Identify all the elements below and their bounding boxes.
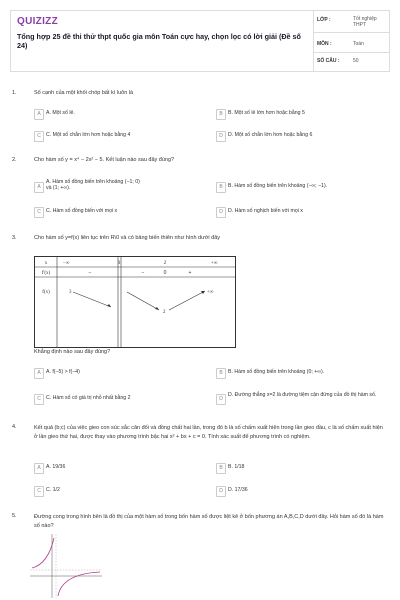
option-letter: C — [34, 207, 44, 218]
curve-left-branch — [32, 538, 54, 568]
table-fprime-label: f'(x) — [41, 271, 51, 276]
variation-table-graphic — [35, 257, 235, 347]
option-letter: C — [34, 486, 44, 497]
option-text: D. Đường thẳng x=2 là đường tiệm cận đứng của đồ thị hàm số. — [228, 392, 377, 398]
option-text: C. Hàm số đồng biến với mọi x — [46, 208, 118, 214]
arrowhead — [155, 307, 159, 310]
option-letter: A — [34, 463, 44, 474]
table-f-value-2: 2 — [163, 310, 166, 315]
option-text: A. Hàm số đồng biến trên khoảng (−1; 0) và (1; +∞). — [46, 179, 140, 191]
option-letter: D — [216, 207, 226, 218]
variation-table — [34, 256, 236, 348]
function-graph — [30, 534, 102, 598]
option-letter: B — [216, 463, 226, 474]
header-rule — [314, 52, 390, 53]
option-letter: D — [216, 394, 226, 405]
option-letter: C — [34, 394, 44, 405]
question-text: Cho hàm số y = x⁴ − 2x² − 5. Kết luận nào sau đây đúng? — [34, 157, 175, 163]
table-x-label: x — [44, 261, 48, 266]
option-text: B. 1/18 — [228, 464, 245, 470]
option-letter: C — [34, 131, 44, 142]
table-f-value-pos-inf: +∞ — [207, 290, 214, 295]
table-fprime-sign-1: − — [88, 270, 92, 276]
question-number: 3. — [12, 235, 17, 241]
option-letter: B — [216, 182, 226, 193]
socau-label: SỐ CÂU : — [317, 58, 340, 64]
table-f-value-3: 3 — [69, 290, 72, 295]
option-text: A. Một số lẻ. — [46, 110, 75, 116]
lop-value: Tốt nghiệp THPT — [353, 16, 377, 28]
question-number: 2. — [12, 157, 17, 163]
arrow-increasing — [169, 291, 205, 310]
option-text: B. Hàm số đồng biến trên khoảng (−∞; −1). — [228, 183, 328, 189]
header-divider — [313, 11, 314, 71]
mon-value: Toán — [353, 41, 364, 47]
sub-question-text: Khẳng định nào sau đây đúng? — [34, 349, 111, 355]
option-text: D. Một số chẵn lớn hơn hoặc bằng 6 — [228, 132, 313, 138]
table-x-two: 2 — [163, 261, 167, 266]
socau-value: 50 — [353, 58, 359, 64]
table-fprime-sign-3: + — [188, 270, 192, 276]
option-letter: B — [216, 368, 226, 379]
option-text: C. 1/2 — [46, 487, 60, 493]
question-text: Cho hàm số y=f(x) liên tục trên R\0 và có bảng biến thiên như hình dưới đây — [34, 235, 221, 241]
option-text: C. Một số chẵn lớn hơn hoặc bằng 4 — [46, 132, 131, 138]
worksheet-title: Tổng hợp 25 đề thi thử thpt quốc gia môn Toán cực hay, chọn lọc có lời giải (Đề số 24) — [17, 32, 301, 50]
table-fprime-sign-2: − — [141, 270, 145, 276]
option-text: C. Hàm số có giá trị nhỏ nhất bằng 2 — [46, 395, 131, 401]
option-letter: A — [34, 182, 44, 193]
curve-right-branch — [58, 572, 100, 596]
question-number: 1. — [12, 90, 17, 96]
table-x-zero: 0 — [117, 261, 121, 266]
question-text: Kết quả (b;c) của việc gieo con súc sắc cân đối và đồng chất hai lần, trong đó b là số chấm xuất hiện trong lần gieo đầu, c là số chấm xuất hiện ở lần gieo thứ hai, được thay vào phương trình bậc hai x² + bx + c = 0. Tính xác suất để phương trình có nghiệm. — [34, 425, 383, 440]
option-text: B. Một số lẻ lớn hơn hoặc bằng 5 — [228, 110, 305, 116]
arrowhead — [107, 304, 111, 307]
header-rule — [314, 32, 390, 33]
question-number: 5. — [12, 513, 17, 519]
arrow-decreasing-1 — [73, 292, 111, 307]
question-text: Đường cong trong hình bên là đồ thị của một hàm số trong bốn hàm số được liệt kê ở bốn phương án A,B,C,D dưới đây. Hỏi hàm số đó là hàm số nào? — [34, 514, 384, 529]
table-x-pos-inf: +∞ — [211, 261, 218, 266]
option-text: A. f(−5) > f(−4) — [46, 369, 80, 375]
option-letter: A — [34, 368, 44, 379]
option-letter: B — [216, 109, 226, 120]
option-text: D. Hàm số nghịch biến với mọi x — [228, 208, 303, 214]
option-letter: D — [216, 131, 226, 142]
mon-label: MÔN : — [317, 41, 332, 47]
option-text: B. Hàm số đồng biến trên khoảng (0; +∞). — [228, 369, 325, 375]
quizizz-logo: QUIZIZZ — [17, 16, 58, 27]
arrow-decreasing-2 — [127, 292, 159, 310]
table-x-neg-inf: −∞ — [63, 261, 70, 266]
worksheet-header — [10, 10, 390, 72]
question-text: Số cạnh của một khối chóp bất kì luôn là — [34, 90, 134, 96]
table-f-label: f(x) — [42, 290, 50, 295]
option-text: D. 17/36 — [228, 487, 248, 493]
option-letter: D — [216, 486, 226, 497]
option-text: A. 19/36 — [46, 464, 66, 470]
lop-label: LỚP : — [317, 17, 331, 23]
question-number: 4. — [12, 424, 17, 430]
table-fprime-zero: 0 — [163, 270, 167, 276]
option-letter: A — [34, 109, 44, 120]
